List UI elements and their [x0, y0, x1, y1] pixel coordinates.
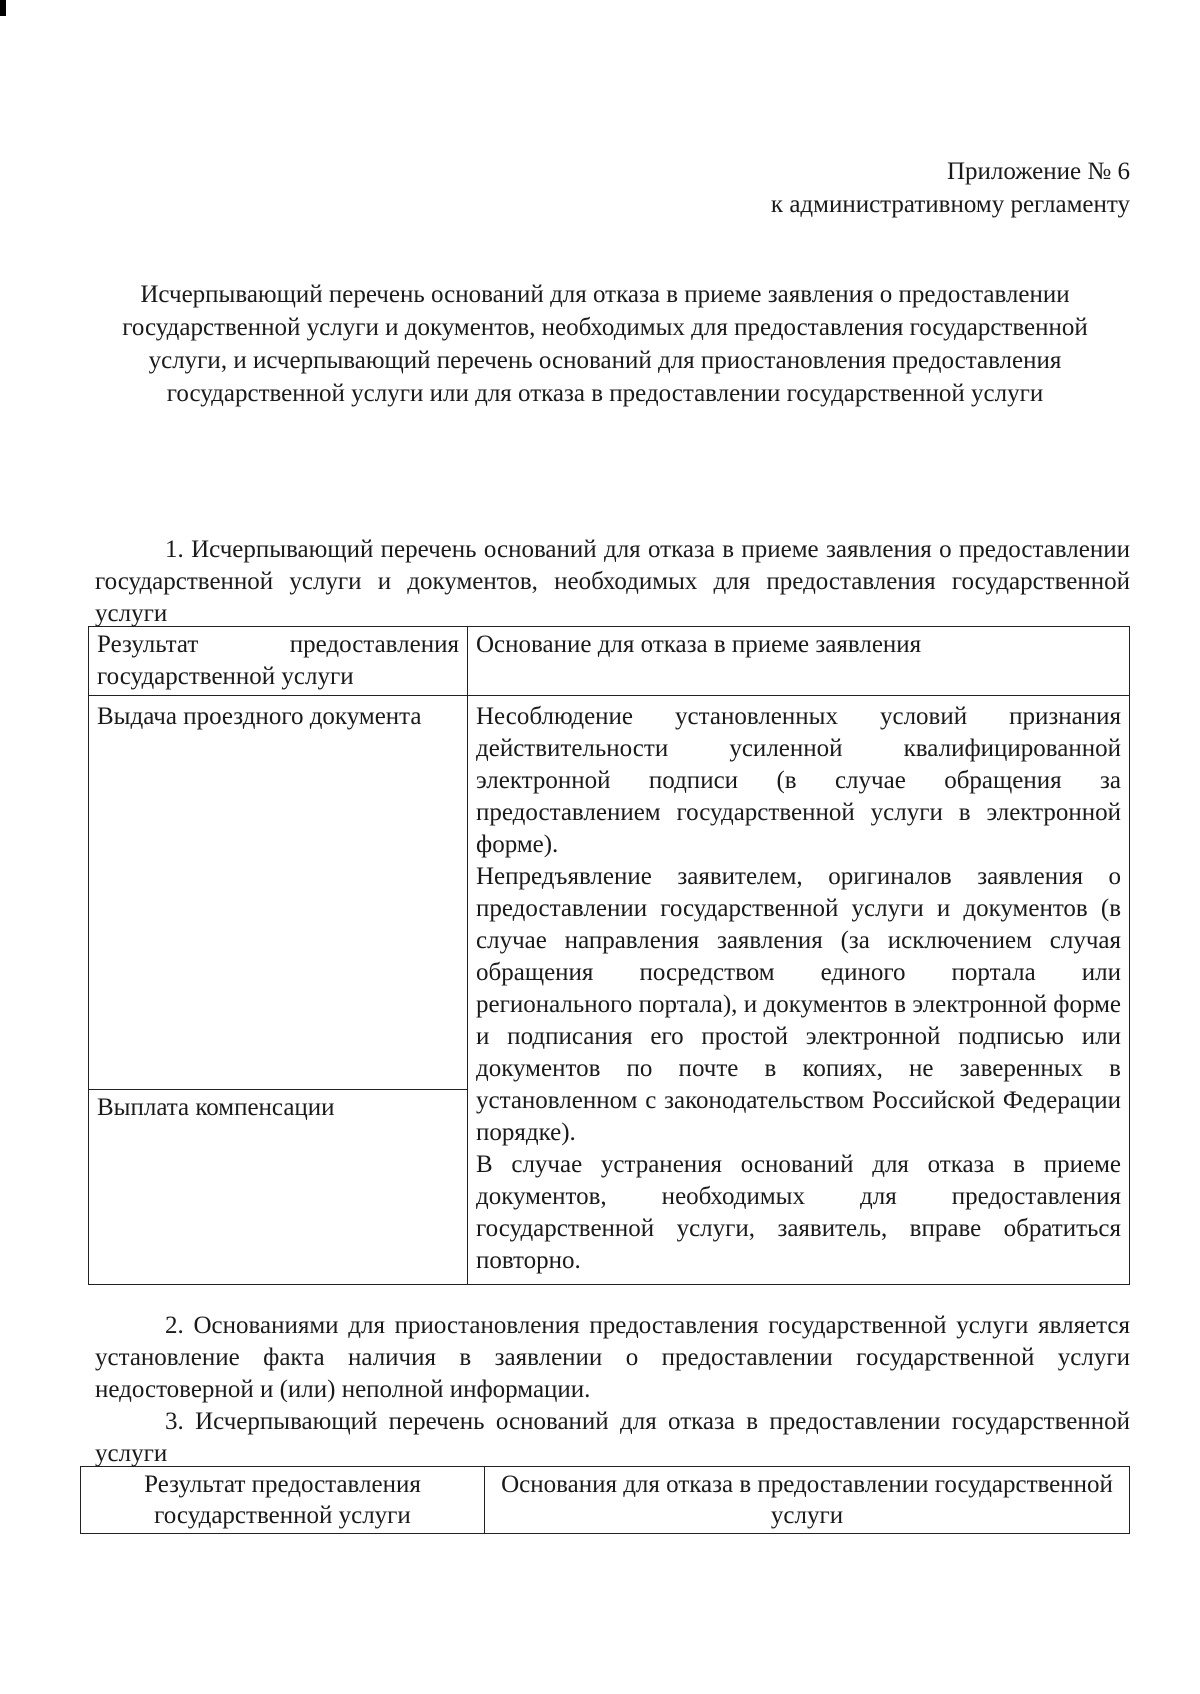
section-3-paragraph [95, 1406, 1130, 1470]
table-header-row [81, 1467, 1130, 1534]
ground-repeat: В случае устранения оснований для отказа в приеме документов, необходимых для предоставления государственной услуги, заявитель, вправе обратиться повторно. [476, 1151, 1121, 1274]
section-3-text: 3. Исчерпывающий перечень оснований для отказа в предоставлении государственной услуги [95, 1408, 1130, 1467]
refusal-grounds-table [88, 626, 1130, 1285]
header-result: Результат предоставления государственной услуги [89, 627, 468, 696]
document-title: Исчерпывающий перечень оснований для отказа в приеме заявления о предоставлении государственной услуги и документов, необходимых для предоставления государственной услуги, и исчерпывающий перечень оснований для приостановления предоставления государственной услуги или для отказа в предоставлении государственной услуги [122, 281, 1088, 407]
grounds-cell [468, 696, 1130, 1285]
scan-corner-mark [0, 0, 6, 16]
result-travel-document: Выдача проездного документа [89, 696, 468, 1090]
header-grounds: Основания для отказа в предоставлении государственной услуги [485, 1467, 1130, 1534]
ground-signature: Несоблюдение установленных условий признания действительности усиленной квалифицированной электронной подписи (в случае обращения за предоставлением государственной услуги в электронной форме). [476, 703, 1121, 858]
header-result: Результат предоставления государственной услуги [81, 1467, 485, 1534]
result-compensation: Выплата компенсации [89, 1090, 468, 1285]
appendix-number: Приложение № 6 [946, 158, 1130, 185]
table-row [89, 696, 1130, 1090]
section-1-text: 1. Исчерпывающий перечень оснований для отказа в приеме заявления о предоставлении государственной услуги и документов, необходимых для предоставления государственной услуги [95, 536, 1130, 627]
section-2-paragraph [95, 1310, 1130, 1406]
section-2-text: 2. Основаниями для приостановления предоставления государственной услуги является установление факта наличия в заявлении о предоставлении государственной услуги недостоверной и (или) неполной информации. [95, 1312, 1130, 1403]
header-ground: Основание для отказа в приеме заявления [468, 627, 1130, 696]
table-header-row [89, 627, 1130, 696]
appendix-regulation: к административному регламенту [770, 191, 1130, 218]
section-1-paragraph [95, 534, 1130, 630]
refusal-service-table [80, 1466, 1130, 1534]
ground-originals: Непредъявление заявителем, оригиналов заявления о предоставлении государственной услуги и документов (в случае направления заявления (за исключением случая обращения посредством единого портала или регионального портала), и документов в электронной форме и подписания его простой электронной подписью или документов по почте в копиях, не заверенных в установленном с законодательством Российской Федерации порядке). [476, 863, 1121, 1146]
appendix-reference [771, 155, 1130, 221]
